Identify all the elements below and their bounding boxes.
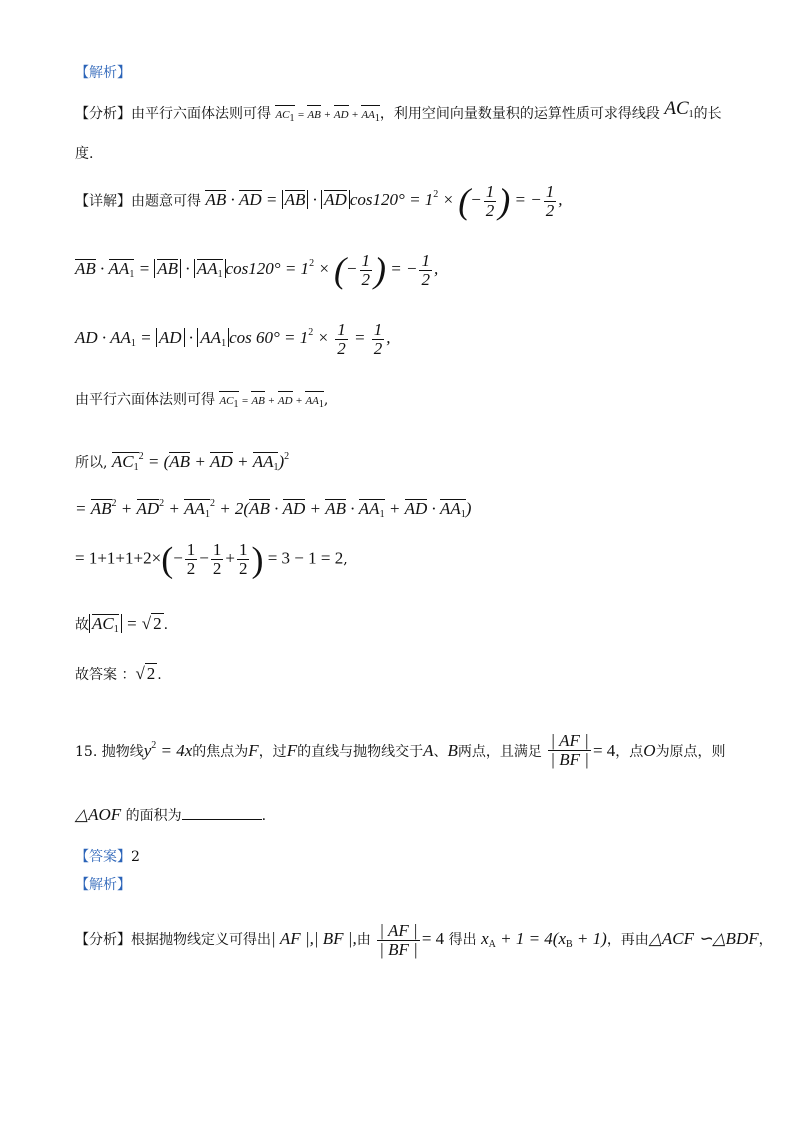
- answer-blank: [182, 805, 262, 820]
- jiexi-heading-2: 【解析】: [75, 877, 131, 893]
- answer-summary: 故答案 ：√ 2 .: [75, 664, 162, 683]
- answer-value: 2: [131, 849, 140, 865]
- sum-line: = 1+1+1+2×(− $\frac{1}{2}$ − $\frac{1}{2}$ + $\frac{1}{2}$ ) = 3 − 1 = 2,: [75, 539, 348, 580]
- jiexi-heading-1: 【解析】: [75, 65, 131, 81]
- gu-line: 故 $AC_1$ = √ 2 .: [75, 614, 168, 638]
- answer-line: [75, 847, 140, 867]
- detail-line-2: AB · $AA_1$ = AB · $AA_1$ $\cos 120^\circ = 1^2$ × (− $\frac{1}{2}$ ) = − $\frac{1}{2}$ ,: [75, 250, 439, 291]
- rule-line: 由平行六面体法则可得 AC1 = AB + AD + AA1,: [75, 390, 328, 413]
- analysis-paragraph-2: 【分析】根据抛物线定义可得出| AF |,| BF |,由 $\frac{| AF |}{| BF |}$ = 4 得出 $x_A + 1 = 4(x_B + 1)$，再由△ACF ∽△BDF，: [75, 921, 773, 959]
- question-number: 15.: [75, 744, 98, 760]
- detail-line-3: AD · $AA_1$ = AD · $AA_1$ $\cos 60^\circ = 1^2$ × $\frac{1}{2}$ = $\frac{1}{2}$ ,: [75, 320, 391, 358]
- answer-label: 【答案】: [75, 849, 131, 865]
- question-15: 15. 抛物线$y^2 = 4x$的焦点为F，过F的直线与抛物线交于A、B两点，且满足 $\frac{| AF |}{| BF |}$ = 4，点O为原点，则: [75, 731, 726, 769]
- analysis-paragraph-1: 【分析】由平行六面体法则可得 AC1 = AB + AD + AA1，利用空间向量数量积的运算性质可求得线段 $AC_1$的长: [75, 99, 722, 127]
- expand-line: = $AB^2 + AD^2 + AA_1^2 + 2(AB$ · AD + AB · $AA_1$ + AD · $AA_1$): [75, 494, 471, 523]
- analysis-label: 【分析】: [75, 106, 131, 122]
- question-15-cont: △AOF 的面积为 .: [75, 805, 267, 824]
- analysis-paragraph-1-cont: 度.: [75, 146, 94, 162]
- detail-label: 【详解】: [75, 193, 131, 210]
- suoyi-line: 所以, $AC_1^2 = (AB$ + AD + $AA_1)^2$: [75, 447, 289, 476]
- analysis-label-2: 【分析】: [75, 932, 131, 948]
- detail-line-1: 【详解】由题意可得 AB · AD = AB · AD $\cos 120^\circ = 1^2$ × (− $\frac{1}{2}$ ) = − $\frac{1}{2}$ ,: [75, 181, 563, 222]
- vector-formula-small: AC1 = AB + AD + AA1: [275, 109, 379, 121]
